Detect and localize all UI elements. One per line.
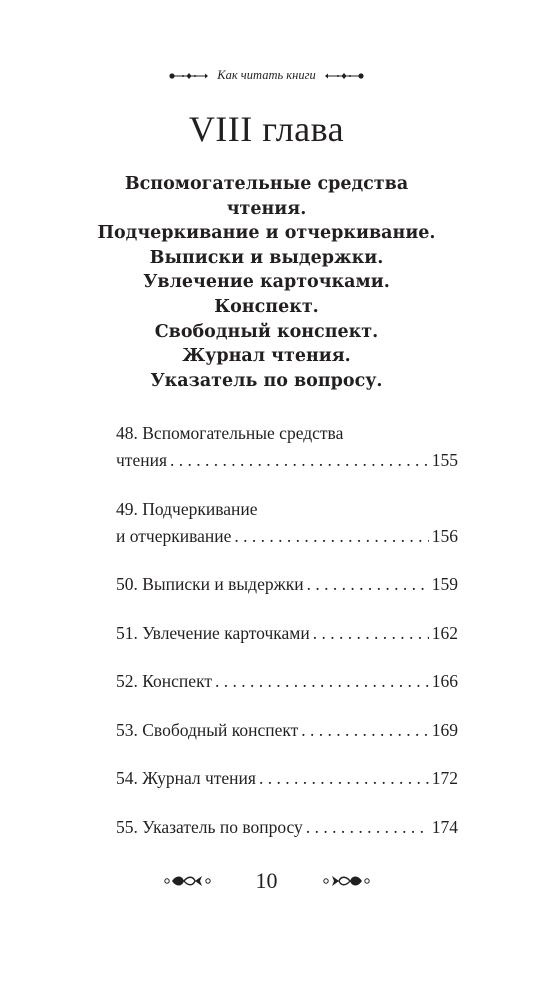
dot-leader [259, 765, 429, 792]
toc-entry-title: и отчеркивание [116, 525, 232, 546]
toc-entry-line [116, 717, 458, 744]
fleuron-left-icon [164, 873, 212, 889]
page-number: 10 [255, 868, 278, 893]
toc-entry-line [116, 765, 458, 792]
toc-entry-title: 51. Увлечение карточками [116, 622, 310, 643]
toc-page-number: 159 [431, 574, 458, 594]
toc-entry-line [116, 620, 458, 647]
subtitle-line: Конспект. [214, 296, 319, 317]
subtitle-line: Выписки и выдержки. [149, 247, 384, 268]
toc-entry-title: 53. Свободный конспект [116, 719, 299, 740]
toc-entry-title-first-line: 48. Вспомогательные средства [116, 423, 344, 443]
toc-entry[interactable] [116, 420, 458, 474]
dot-leader [301, 717, 428, 744]
toc-entry-title-first-line: 49. Подчеркивание [116, 498, 258, 519]
chapter-title: VIII глава [188, 109, 345, 149]
dot-leader [307, 571, 429, 598]
toc-entry[interactable] [116, 717, 458, 744]
toc-entry[interactable] [116, 668, 458, 695]
subtitle-line: Увлечение карточками. [143, 272, 390, 293]
chapter-subtitle [0, 172, 533, 393]
toc-entry[interactable] [116, 620, 458, 647]
page-footer [0, 868, 533, 894]
subtitle-line: Указатель по вопросу. [150, 370, 383, 391]
toc-entry[interactable] [116, 496, 458, 550]
dot-leader [306, 814, 429, 841]
toc-entry[interactable] [116, 814, 458, 841]
subtitle-line: Свободный конспект. [154, 321, 379, 342]
running-title: Как читать книги [217, 68, 316, 82]
toc-entry-line [116, 447, 458, 474]
fleuron-right-icon [322, 873, 370, 889]
toc-entry-line [116, 814, 458, 841]
running-header [0, 68, 533, 83]
dot-leader [215, 668, 429, 695]
toc-entry-title: 52. Конспект [116, 671, 212, 691]
toc-entry[interactable] [116, 571, 458, 598]
toc-entry-title: чтения [116, 450, 167, 470]
table-of-contents [116, 420, 458, 862]
header-left-ornament-icon [169, 72, 209, 80]
toc-page-number: 169 [431, 719, 458, 740]
header-right-ornament-icon [324, 72, 364, 80]
toc-entry-line [116, 571, 458, 598]
dot-leader [313, 620, 429, 647]
subtitle-line: Журнал чтения. [182, 346, 351, 367]
subtitle-line: чтения. [226, 198, 307, 219]
toc-entry-line [116, 668, 458, 695]
dot-leader [234, 523, 428, 550]
toc-entry-line [116, 523, 458, 550]
toc-entry-title: 50. Выписки и выдержки [116, 574, 304, 594]
dot-leader [170, 447, 429, 474]
toc-page-number: 156 [431, 525, 458, 546]
subtitle-line: Подчеркивание и отчеркивание. [97, 223, 436, 244]
toc-page-number: 155 [431, 450, 458, 470]
subtitle-line: Вспомогательные средства [124, 174, 409, 194]
toc-entry[interactable] [116, 765, 458, 792]
toc-page-number: 166 [431, 671, 458, 691]
toc-page-number: 162 [431, 622, 458, 643]
toc-entry-title: 55. Указатель по вопросу [116, 816, 303, 837]
toc-page-number: 174 [431, 816, 458, 837]
toc-page-number: 172 [431, 768, 458, 788]
toc-entry-title: 54. Журнал чтения [116, 768, 256, 788]
